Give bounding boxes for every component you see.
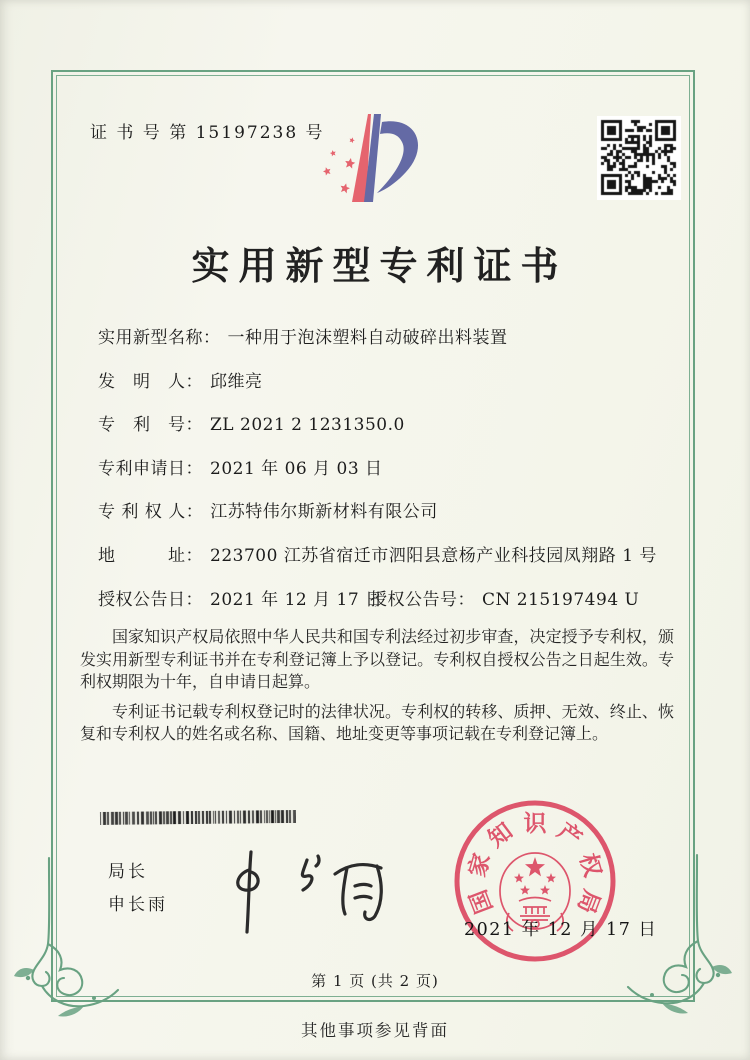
page-indicator: 第 1 页 (共 2 页): [311, 972, 439, 990]
field-label: 专 利 权 人：: [98, 502, 204, 523]
field-value: 邱维亮: [210, 371, 263, 392]
field-value: 2021 年 12 月 17 日: [210, 589, 383, 610]
signer-name: 申长雨: [108, 895, 168, 915]
seal-date: 2021 年 12 月 17 日: [464, 920, 658, 940]
seal-char: 产: [552, 817, 587, 853]
back-note: 其他事项参见背面: [301, 1021, 449, 1040]
seal-char: 识: [523, 810, 547, 837]
legal-text: [80, 626, 674, 753]
field-row-application-date: [98, 454, 682, 498]
field-label: 授权公告日：: [98, 589, 203, 610]
field-label: 专 利 号：: [98, 415, 203, 436]
signer-title: 局长: [108, 862, 148, 882]
field-row-patentee: [98, 497, 682, 541]
seal-char: 权: [574, 850, 607, 880]
field-row-inventor: [98, 367, 682, 411]
signer-block: [108, 856, 168, 922]
legal-paragraph-2: 专利证书记载专利权登记时的法律状况。专利权的转移、质押、无效、终止、恢复和专利权人的姓名或名称、国籍、地址变更等事项记载在专利登记簿上。: [80, 701, 674, 744]
certificate-fields: [98, 323, 682, 628]
field-value: CN 215197494 U: [482, 589, 640, 610]
field-label: 专利申请日：: [98, 458, 203, 479]
seal-char: 国: [464, 886, 499, 918]
field-row-patent-number: [98, 410, 682, 454]
field-value: 223700 江苏省宿迁市泗阳县意杨产业科技园凤翔路 1 号: [210, 545, 657, 566]
field-label: 实用新型名称：: [98, 328, 221, 348]
seal-char: 局: [571, 886, 606, 918]
field-value: 2021 年 06 月 03 日: [210, 458, 383, 479]
legal-paragraph-1: 国家知识产权局依照中华人民共和国专利法经过初步审查，决定授予专利权，颁发实用新型专利证书并在专利登记簿上予以登记。专利权自授权公告之日起生效。专利权期限为十年，自申请日起算。: [80, 627, 674, 692]
seal-char: 家: [463, 850, 496, 880]
certificate-title: 实用新型专利证书: [191, 243, 568, 288]
field-label: 地 址：: [98, 545, 203, 566]
field-value: 江苏特伟尔斯新材料有限公司: [210, 502, 438, 523]
field-label: 发 明 人：: [98, 371, 203, 392]
grant-number-pair: [370, 585, 639, 610]
official-seal: [449, 795, 621, 967]
qr-code-icon: [597, 116, 681, 200]
field-value: ZL 2021 2 1231350.0: [210, 415, 405, 436]
barcode-icon: [100, 810, 296, 825]
corner-flourish-icon: [4, 856, 124, 1024]
handwritten-signature-icon: [215, 840, 405, 940]
field-label: 授权公告号：: [370, 589, 475, 610]
field-row-invention-name: [98, 323, 682, 367]
certificate-number: 证 书 号 第 15197238 号: [90, 123, 325, 143]
field-value: 一种用于泡沫塑料自动破碎出料装置: [227, 328, 508, 348]
field-row-grant: [98, 585, 682, 629]
seal-char: 知: [483, 817, 518, 853]
cnipa-logo-icon: [318, 110, 433, 210]
field-row-address: [98, 541, 682, 585]
